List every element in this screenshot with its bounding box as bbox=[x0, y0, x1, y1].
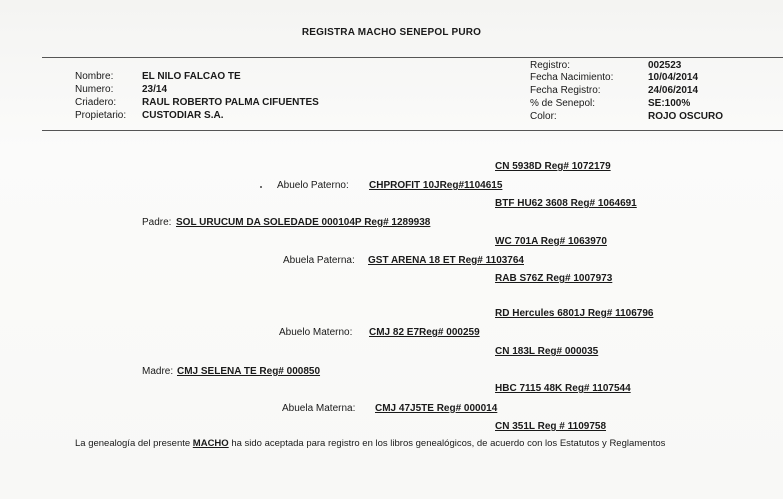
header-bottom-rule bbox=[42, 130, 783, 131]
abuela-paterna-label: Abuela Paterna: bbox=[283, 255, 355, 266]
abuelo-paterno-label: Abuelo Paterno: bbox=[277, 180, 349, 191]
numero-label: Numero: bbox=[75, 84, 114, 95]
great-grandparent-2: BTF HU62 3608 Reg# 1064691 bbox=[495, 198, 637, 209]
abuela-paterna-value: GST ARENA 18 ET Reg# 1103764 bbox=[368, 255, 524, 266]
great-grandparent-4: RAB S76Z Reg# 1007973 bbox=[495, 273, 613, 284]
propietario-label: Propietario: bbox=[75, 110, 127, 121]
padre-value: SOL URUCUM DA SOLEDADE 000104P Reg# 1289938 bbox=[176, 217, 431, 228]
propietario-value: CUSTODIAR S.A. bbox=[142, 110, 224, 121]
abuela-materna-value: CMJ 47J5TE Reg# 000014 bbox=[375, 403, 498, 414]
color-value: ROJO OSCURO bbox=[648, 111, 724, 122]
abuelo-materno-value: CMJ 82 E7Reg# 000259 bbox=[369, 327, 480, 338]
abuela-materna-label: Abuela Materna: bbox=[282, 403, 356, 414]
fecha-nacimiento-value: 10/04/2014 bbox=[648, 72, 699, 83]
criadero-value: RAUL ROBERTO PALMA CIFUENTES bbox=[142, 97, 319, 108]
madre-value: CMJ SELENA TE Reg# 000850 bbox=[177, 366, 321, 377]
great-grandparent-7: HBC 7115 48K Reg# 1107544 bbox=[495, 383, 631, 394]
registro-label: Registro: bbox=[530, 60, 571, 71]
great-grandparent-3: WC 701A Reg# 1063970 bbox=[495, 236, 607, 247]
great-grandparent-6: CN 183L Reg# 000035 bbox=[495, 346, 599, 357]
nombre-label: Nombre: bbox=[75, 71, 114, 82]
senepol-value: SE:100% bbox=[648, 98, 691, 109]
madre-label: Madre: bbox=[142, 366, 174, 377]
fecha-registro-label: Fecha Registro: bbox=[530, 85, 601, 96]
great-grandparent-8: CN 351L Reg # 1109758 bbox=[495, 421, 607, 432]
header-top-rule bbox=[42, 57, 783, 58]
scan-mark bbox=[260, 186, 262, 188]
great-grandparent-1: CN 5938D Reg# 1072179 bbox=[495, 161, 611, 172]
padre-label: Padre: bbox=[142, 217, 172, 228]
footer-text-post: ha sido aceptada para registro en los libros genealógicos, de acuerdo con los Estatutos y Reglamentos bbox=[228, 438, 666, 449]
numero-value: 23/14 bbox=[142, 84, 168, 95]
criadero-label: Criadero: bbox=[75, 97, 117, 108]
abuelo-paterno-value: CHPROFIT 10JReg#1104615 bbox=[369, 180, 503, 191]
fecha-nacimiento-label: Fecha Nacimiento: bbox=[530, 72, 614, 83]
nombre-value: EL NILO FALCAO TE bbox=[142, 71, 241, 82]
abuelo-materno-label: Abuelo Materno: bbox=[279, 327, 353, 338]
great-grandparent-5: RD Hercules 6801J Reg# 1106796 bbox=[495, 308, 654, 319]
footer-text-pre: La genealogía del presente bbox=[75, 438, 193, 449]
color-label: Color: bbox=[530, 111, 557, 122]
footer-macho: MACHO bbox=[192, 438, 229, 449]
senepol-label: % de Senepol: bbox=[530, 98, 596, 109]
fecha-registro-value: 24/06/2014 bbox=[648, 85, 699, 96]
footer-statement bbox=[75, 438, 665, 449]
registro-value: 002523 bbox=[648, 60, 682, 71]
document-title: REGISTRA MACHO SENEPOL PURO bbox=[301, 27, 482, 38]
